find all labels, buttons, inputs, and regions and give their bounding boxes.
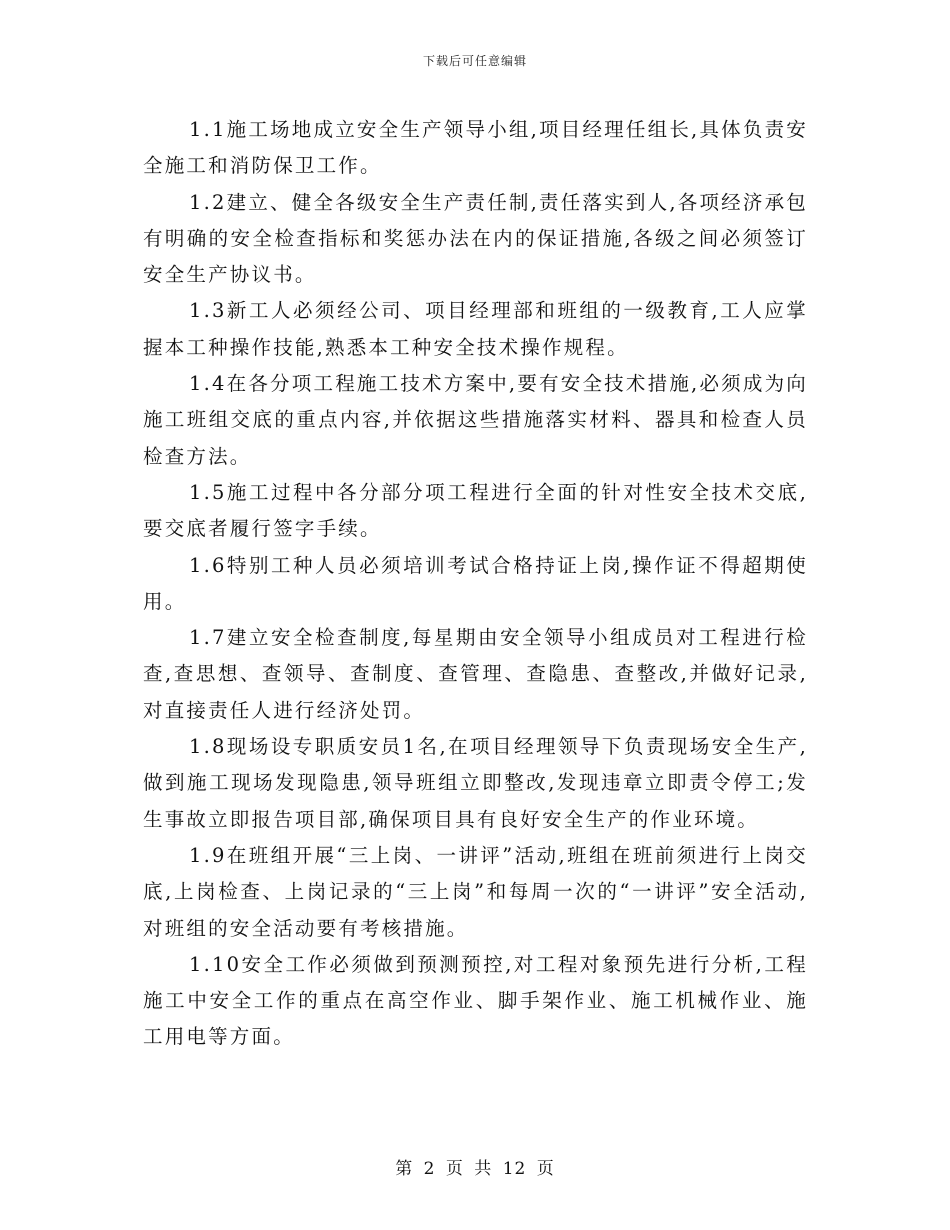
paragraph-1-6: 1.6特别工种人员必须培训考试合格持证上岗,操作证不得超期使用。 [143, 553, 808, 613]
paragraph-1-8: 1.8现场设专职质安员1名,在项目经理领导下负责现场安全生产,做到施工现场发现隐患,领导班组立即整改,发现违章立即责令停工;发生事故立即报告项目部,确保项目具有良好安全生产的作业环境。 [143, 735, 808, 831]
page-number-footer: 第 2 页 共 12 页 [395, 1159, 555, 1179]
paragraph-1-2: 1.2建立、健全各级安全生产责任制,责任落实到人,各项经济承包有明确的安全检查指标和奖惩办法在内的保证措施,各级之间必须签订安全生产协议书。 [143, 190, 808, 287]
paragraph-1-5: 1.5施工过程中各分部分项工程进行全面的针对性安全技术交底,要交底者履行签字手续。 [143, 480, 808, 541]
page-header: 下载后可任意编辑 [422, 54, 527, 68]
paragraph-1-9: 1.9在班组开展“三上岗、一讲评”活动,班组在班前须进行上岗交底,上岗检查、上岗记录的“三上岗”和每周一次的“一讲评”安全活动,对班组的安全活动要有考核措施。 [143, 843, 808, 940]
document-body [143, 112, 808, 1056]
paragraph-1-1: 1.1施工场地成立安全生产领导小组,项目经理任组长,具体负责安全施工和消防保卫工作。 [143, 118, 808, 178]
paragraph-1-10: 1.10安全工作必须做到预测预控,对工程对象预先进行分析,工程施工中安全工作的重点在高空作业、脚手架作业、施工机械作业、施工用电等方面。 [143, 952, 808, 1049]
paragraph-1-3: 1.3新工人必须经公司、项目经理部和班组的一级教育,工人应掌握本工种操作技能,熟悉本工种安全技术操作规程。 [143, 299, 808, 359]
paragraph-1-7: 1.7建立安全检查制度,每星期由安全领导小组成员对工程进行检查,查思想、查领导、查制度、查管理、查隐患、查整改,并做好记录,对直接责任人进行经济处罚。 [143, 626, 808, 722]
paragraph-1-4: 1.4在各分项工程施工技术方案中,要有安全技术措施,必须成为向施工班组交底的重点内容,并依据这些措施落实材料、器具和检查人员检查方法。 [143, 372, 808, 468]
